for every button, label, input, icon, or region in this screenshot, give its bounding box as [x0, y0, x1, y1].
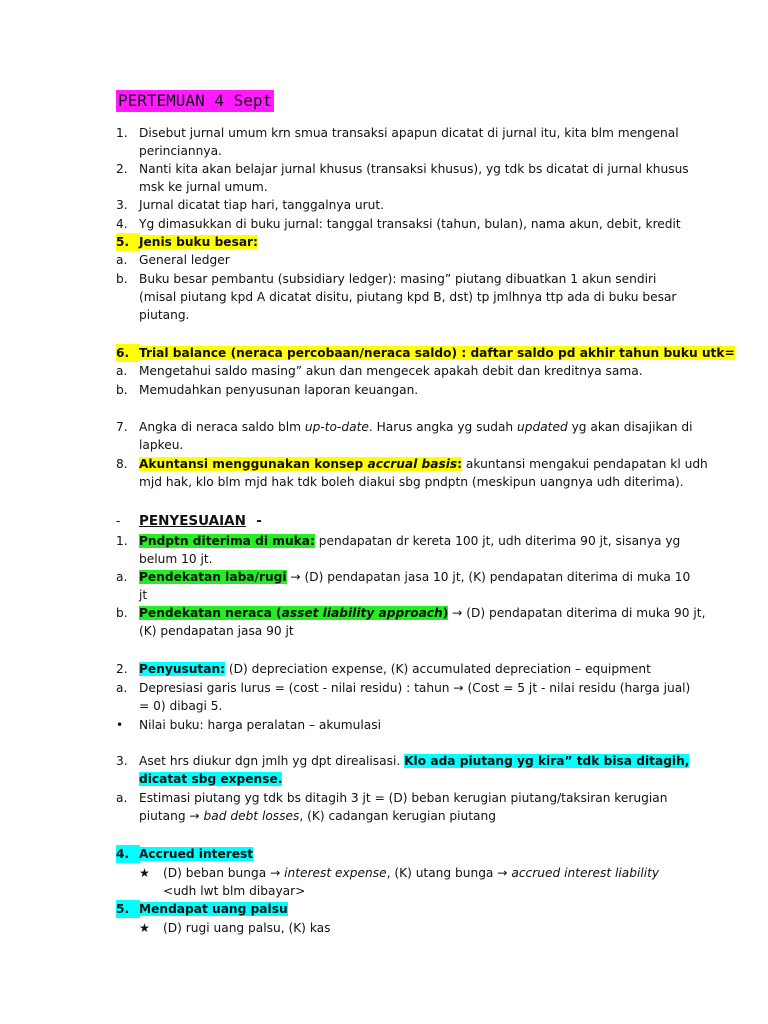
list-text: Pendekatan laba/rugi → (D) pendapatan jasa 10 jt, (K) pendapatan diterima di muka 10: [139, 570, 691, 584]
list-item: [116, 160, 689, 196]
list-marker: a.: [116, 681, 128, 695]
list-text: Nilai buku: harga peralatan – akumulasi: [139, 718, 381, 732]
list-marker: a.: [116, 791, 128, 805]
list-text: Memudahkan penyusunan laporan keuangan.: [139, 383, 419, 397]
list-text: Pendekatan neraca (asset liability approach) → (D) pendapatan diterima di muka 90 jt,: [139, 606, 706, 620]
list-text-cont: perinciannya.: [139, 144, 222, 158]
list-marker: 4.: [116, 845, 140, 863]
section-heading: Accrued interest: [139, 847, 254, 861]
list-text-cont: jt: [139, 588, 148, 602]
list-text-cont: dicatat sbg expense.: [139, 772, 283, 786]
list-item: [116, 344, 735, 362]
list-marker: a.: [116, 570, 128, 584]
list-marker: b.: [116, 383, 128, 397]
list-text: (D) beban bunga → interest expense, (K) utang bunga → accrued interest liability: [163, 866, 660, 880]
list-text: Depresiasi garis lurus = (cost - nilai residu) : tahun → (Cost = 5 jt - nilai residu (harga jual): [139, 681, 691, 695]
list-item: [116, 604, 706, 640]
page-title: PERTEMUAN 4 Sept: [118, 91, 273, 110]
section-heading: PENYESUAIAN: [139, 513, 246, 529]
list-text-cont: mjd hak, klo blm mjd hak tdk boleh diakui sbg pndptn (meskipun uangnya udh diterima).: [139, 475, 684, 489]
star-icon: ★: [139, 921, 150, 935]
list-text: Akuntansi menggunakan konsep accrual basis: akuntansi mengakui pendapatan kl udh: [139, 457, 708, 471]
list-marker: a.: [116, 364, 128, 378]
list-marker: 6.: [116, 344, 140, 362]
list-item: [116, 716, 674, 734]
list-marker: 3.: [116, 754, 128, 768]
star-icon: ★: [139, 866, 150, 880]
list-item: [116, 568, 691, 604]
list-text-cont: piutang.: [139, 308, 190, 322]
list-text: Pndptn diterima di muka: pendapatan dr kereta 100 jt, udh diterima 90 jt, sisanya yg: [139, 534, 681, 548]
list-item: [116, 660, 674, 678]
section-heading: Jenis buku besar:: [139, 235, 258, 249]
list-text-cont: (misal piutang kpd A dicatat disitu, piutang kpd B, dst) tp jmlhnya ttp ada di buku besar: [139, 290, 677, 304]
list-item: [139, 864, 674, 900]
list-item: [116, 215, 681, 233]
list-marker: a.: [116, 253, 128, 267]
list-marker: 5.: [116, 233, 140, 251]
list-item: [116, 418, 693, 454]
list-item: [116, 270, 677, 324]
list-text: Disebut jurnal umum krn smua transaksi apapun dicatat di jurnal itu, kita blm mengenal: [139, 126, 679, 140]
list-item: [139, 919, 674, 937]
list-item: [116, 455, 708, 491]
list-item: [116, 900, 674, 918]
list-text-cont: = 0) dibagi 5.: [139, 699, 223, 713]
list-text: Estimasi piutang yg tdk bs ditagih 3 jt = (D) beban kerugian piutang/taksiran kerugian: [139, 791, 668, 805]
section-penyesuaian: [116, 512, 674, 532]
list-item: [116, 233, 674, 251]
list-marker: 2.: [116, 662, 128, 676]
list-text: Mengetahui saldo masing” akun dan mengecek apakah debit dan kreditnya sama.: [139, 364, 643, 378]
list-item: [116, 789, 674, 825]
list-text: Angka di neraca saldo blm up-to-date. Harus angka yg sudah updated yg akan disajikan di: [139, 420, 693, 434]
list-text-cont: piutang → bad debt losses, (K) cadangan kerugian piutang: [139, 809, 496, 823]
list-text: Buku besar pembantu (subsidiary ledger): masing” piutang dibuatkan 1 akun sendiri: [139, 272, 657, 286]
list-text: Aset hrs diukur dgn jmlh yg dpt direalisasi. Klo ada piutang yg kira” tdk bisa ditagih,: [139, 754, 690, 768]
list-marker: 1.: [116, 534, 128, 548]
list-item: [116, 381, 674, 399]
heading-dash: -: [256, 513, 262, 529]
list-item: [116, 679, 691, 715]
list-marker: 1.: [116, 126, 128, 140]
list-text-cont: msk ke jurnal umum.: [139, 180, 268, 194]
list-text: Nanti kita akan belajar jurnal khusus (transaksi khusus), yg tdk bs dicatat di jurnal khusus: [139, 162, 689, 176]
list-text: Jurnal dicatat tiap hari, tanggalnya urut.: [139, 198, 385, 212]
list-text-cont: (K) pendapatan jasa 90 jt: [139, 624, 294, 638]
list-item: [116, 752, 690, 788]
section-heading: Mendapat uang palsu: [139, 902, 288, 916]
list-item: [116, 196, 674, 214]
list-marker: b.: [116, 606, 128, 620]
list-text-cont: lapkeu.: [139, 438, 184, 452]
list-marker: 8.: [116, 457, 128, 471]
list-text: General ledger: [139, 253, 230, 267]
list-text: (D) rugi uang palsu, (K) kas: [163, 921, 331, 935]
list-marker: b.: [116, 272, 128, 286]
list-text-cont: <udh lwt blm dibayar>: [163, 884, 306, 898]
bullet-marker: •: [116, 718, 124, 732]
list-text: Yg dimasukkan di buku jurnal: tanggal transaksi (tahun, bulan), nama akun, debit, kredit: [139, 217, 681, 231]
list-item: [116, 362, 674, 380]
list-item: [116, 532, 681, 568]
list-item: [116, 124, 679, 160]
list-text: Penyusutan: (D) depreciation expense, (K) accumulated depreciation – equipment: [139, 662, 651, 676]
list-marker: 4.: [116, 217, 128, 231]
list-text-cont: belum 10 jt.: [139, 552, 213, 566]
list-marker: 2.: [116, 162, 128, 176]
list-item: [116, 251, 674, 269]
list-item: [116, 845, 674, 863]
list-marker: 5.: [116, 900, 140, 918]
section-heading: Trial balance (neraca percobaan/neraca saldo) : daftar saldo pd akhir tahun buku utk=: [139, 346, 735, 360]
list-marker: 3.: [116, 198, 128, 212]
list-marker: 7.: [116, 420, 128, 434]
dash-marker: -: [116, 514, 121, 528]
